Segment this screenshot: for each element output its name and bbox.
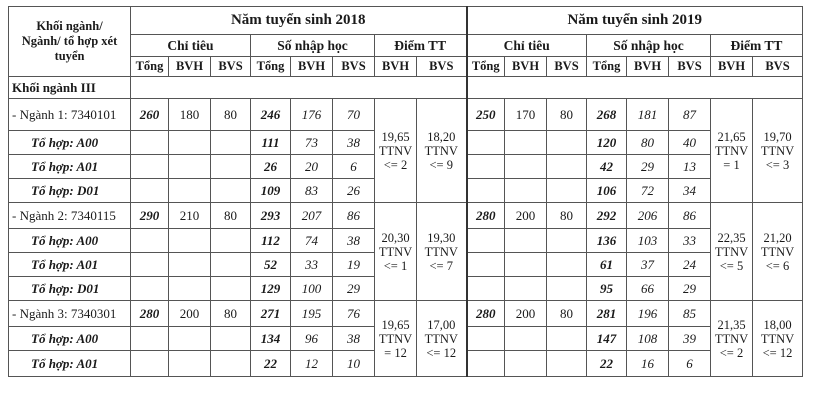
cell: 134 bbox=[251, 327, 291, 351]
diem-cell: 18,00 TTNV <= 12 bbox=[753, 301, 803, 377]
cell: 12 bbox=[291, 351, 333, 377]
cell: 16 bbox=[627, 351, 669, 377]
cell: 120 bbox=[587, 131, 627, 155]
cell: 80 bbox=[211, 203, 251, 229]
combo-label: Tổ hợp: A01 bbox=[9, 351, 131, 377]
diem-cell: 21,20 TTNV <= 6 bbox=[753, 203, 803, 301]
major-label: - Ngành 1: 7340101 bbox=[9, 99, 131, 131]
diem-cell: 19,70 TTNV <= 3 bbox=[753, 99, 803, 203]
cell: 206 bbox=[627, 203, 669, 229]
col-bvs: BVS bbox=[753, 57, 803, 77]
col-tong: Tổng bbox=[587, 57, 627, 77]
section-filler bbox=[467, 77, 803, 99]
section-filler bbox=[131, 77, 467, 99]
combo-label: Tổ hợp: A00 bbox=[9, 131, 131, 155]
so-nhap-hoc-2019-header: Số nhập học bbox=[587, 35, 711, 57]
year-2018-header: Năm tuyển sinh 2018 bbox=[131, 7, 467, 35]
diem-cell: 20,30 TTNV <= 1 bbox=[375, 203, 417, 301]
cell: 260 bbox=[131, 99, 169, 131]
cell: 29 bbox=[627, 155, 669, 179]
cell: 38 bbox=[333, 229, 375, 253]
corner-line-3: tuyển bbox=[54, 49, 85, 63]
col-bvh: BVH bbox=[627, 57, 669, 77]
cell: 250 bbox=[467, 99, 505, 131]
combo-label: Tổ hợp: D01 bbox=[9, 277, 131, 301]
cell: 292 bbox=[587, 203, 627, 229]
col-bvs: BVS bbox=[417, 57, 467, 77]
cell: 70 bbox=[333, 99, 375, 131]
cell: 80 bbox=[547, 301, 587, 327]
cell: 95 bbox=[587, 277, 627, 301]
diem-cell: 19,65 TTNV <= 2 bbox=[375, 99, 417, 203]
cell: 180 bbox=[169, 99, 211, 131]
diem-cell: 17,00 TTNV <= 12 bbox=[417, 301, 467, 377]
section-label: Khối ngành III bbox=[9, 77, 131, 99]
diem-tt-2018-header: Điểm TT bbox=[375, 35, 467, 57]
cell: 13 bbox=[669, 155, 711, 179]
col-bvs: BVS bbox=[669, 57, 711, 77]
cell: 76 bbox=[333, 301, 375, 327]
diem-cell: 19,30 TTNV <= 7 bbox=[417, 203, 467, 301]
cell: 20 bbox=[291, 155, 333, 179]
cell: 280 bbox=[131, 301, 169, 327]
col-bvs: BVS bbox=[333, 57, 375, 77]
major-label: - Ngành 3: 7340301 bbox=[9, 301, 131, 327]
col-bvh: BVH bbox=[375, 57, 417, 77]
major-label: - Ngành 2: 7340115 bbox=[9, 203, 131, 229]
cell: 290 bbox=[131, 203, 169, 229]
cell: 80 bbox=[211, 301, 251, 327]
cell: 210 bbox=[169, 203, 211, 229]
chi-tieu-2019-header: Chỉ tiêu bbox=[467, 35, 587, 57]
diem-cell: 22,35 TTNV <= 5 bbox=[711, 203, 753, 301]
cell: 22 bbox=[251, 351, 291, 377]
col-bvs: BVS bbox=[211, 57, 251, 77]
cell: 268 bbox=[587, 99, 627, 131]
cell: 100 bbox=[291, 277, 333, 301]
combo-label: Tổ hợp: A01 bbox=[9, 253, 131, 277]
cell: 87 bbox=[669, 99, 711, 131]
table-row bbox=[9, 203, 803, 229]
cell: 72 bbox=[627, 179, 669, 203]
cell: 6 bbox=[669, 351, 711, 377]
cell: 280 bbox=[467, 203, 505, 229]
diem-tt-2019-header: Điểm TT bbox=[711, 35, 803, 57]
corner-line-1: Khối ngành/ bbox=[36, 19, 103, 33]
cell: 207 bbox=[291, 203, 333, 229]
cell: 24 bbox=[669, 253, 711, 277]
admission-statistics-table bbox=[8, 6, 803, 377]
combo-label: Tổ hợp: A00 bbox=[9, 229, 131, 253]
so-nhap-hoc-2018-header: Số nhập học bbox=[251, 35, 375, 57]
cell: 111 bbox=[251, 131, 291, 155]
col-bvh: BVH bbox=[505, 57, 547, 77]
cell: 280 bbox=[467, 301, 505, 327]
cell: 112 bbox=[251, 229, 291, 253]
col-tong: Tổng bbox=[251, 57, 291, 77]
cell: 106 bbox=[587, 179, 627, 203]
cell: 176 bbox=[291, 99, 333, 131]
cell: 86 bbox=[333, 203, 375, 229]
corner-line-2: Ngành/ tổ hợp xét bbox=[21, 34, 118, 48]
cell: 85 bbox=[669, 301, 711, 327]
cell: 26 bbox=[333, 179, 375, 203]
col-tong: Tổng bbox=[467, 57, 505, 77]
cell: 195 bbox=[291, 301, 333, 327]
cell: 74 bbox=[291, 229, 333, 253]
cell: 108 bbox=[627, 327, 669, 351]
cell: 103 bbox=[627, 229, 669, 253]
diem-cell: 18,20 TTNV <= 9 bbox=[417, 99, 467, 203]
cell: 37 bbox=[627, 253, 669, 277]
diem-cell: 19,65 TTNV = 12 bbox=[375, 301, 417, 377]
cell: 52 bbox=[251, 253, 291, 277]
cell: 200 bbox=[169, 301, 211, 327]
cell: 129 bbox=[251, 277, 291, 301]
col-bvh: BVH bbox=[711, 57, 753, 77]
cell: 33 bbox=[291, 253, 333, 277]
cell: 10 bbox=[333, 351, 375, 377]
cell: 29 bbox=[333, 277, 375, 301]
col-bvh: BVH bbox=[169, 57, 211, 77]
cell: 80 bbox=[627, 131, 669, 155]
diem-cell: 21,65 TTNV = 1 bbox=[711, 99, 753, 203]
combo-label: Tổ hợp: D01 bbox=[9, 179, 131, 203]
admission-table-container bbox=[8, 6, 803, 377]
table-row bbox=[9, 99, 803, 131]
cell: 33 bbox=[669, 229, 711, 253]
col-tong: Tổng bbox=[131, 57, 169, 77]
cell: 147 bbox=[587, 327, 627, 351]
cell: 200 bbox=[505, 301, 547, 327]
cell: 19 bbox=[333, 253, 375, 277]
diem-cell: 21,35 TTNV <= 2 bbox=[711, 301, 753, 377]
cell: 80 bbox=[547, 203, 587, 229]
cell: 6 bbox=[333, 155, 375, 179]
cell: 293 bbox=[251, 203, 291, 229]
cell: 83 bbox=[291, 179, 333, 203]
cell: 26 bbox=[251, 155, 291, 179]
cell: 73 bbox=[291, 131, 333, 155]
cell: 271 bbox=[251, 301, 291, 327]
combo-label: Tổ hợp: A01 bbox=[9, 155, 131, 179]
cell: 80 bbox=[211, 99, 251, 131]
cell: 200 bbox=[505, 203, 547, 229]
cell: 281 bbox=[587, 301, 627, 327]
cell: 109 bbox=[251, 179, 291, 203]
cell: 246 bbox=[251, 99, 291, 131]
chi-tieu-2018-header: Chỉ tiêu bbox=[131, 35, 251, 57]
cell: 96 bbox=[291, 327, 333, 351]
cell: 66 bbox=[627, 277, 669, 301]
cell: 80 bbox=[547, 99, 587, 131]
col-bvh: BVH bbox=[291, 57, 333, 77]
cell: 34 bbox=[669, 179, 711, 203]
cell: 22 bbox=[587, 351, 627, 377]
cell: 39 bbox=[669, 327, 711, 351]
cell: 38 bbox=[333, 131, 375, 155]
cell: 136 bbox=[587, 229, 627, 253]
cell: 40 bbox=[669, 131, 711, 155]
combo-label: Tổ hợp: A00 bbox=[9, 327, 131, 351]
cell: 29 bbox=[669, 277, 711, 301]
cell: 38 bbox=[333, 327, 375, 351]
cell: 61 bbox=[587, 253, 627, 277]
year-2019-header: Năm tuyển sinh 2019 bbox=[467, 7, 803, 35]
cell: 170 bbox=[505, 99, 547, 131]
table-row bbox=[9, 301, 803, 327]
cell: 86 bbox=[669, 203, 711, 229]
cell: 181 bbox=[627, 99, 669, 131]
corner-header bbox=[9, 7, 131, 77]
col-bvs: BVS bbox=[547, 57, 587, 77]
cell: 196 bbox=[627, 301, 669, 327]
section-row bbox=[9, 77, 803, 99]
cell: 42 bbox=[587, 155, 627, 179]
